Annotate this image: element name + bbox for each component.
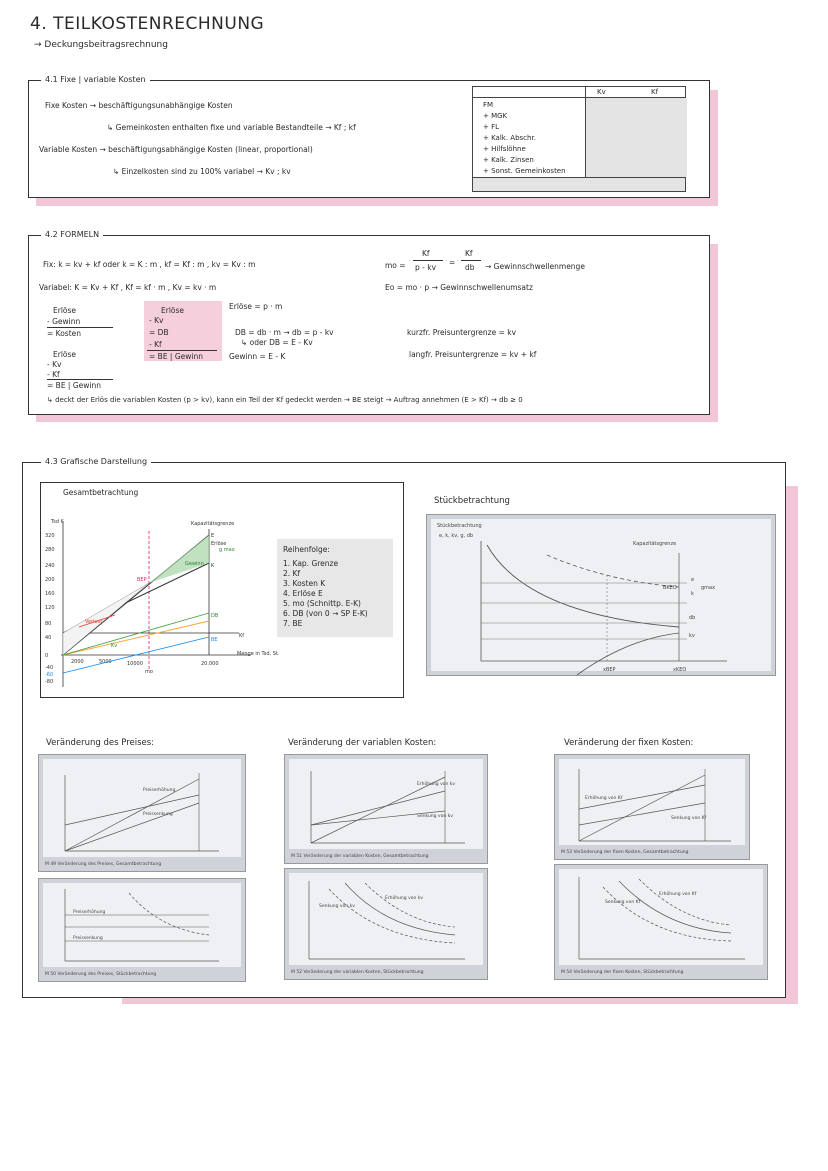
profit-area	[149, 535, 209, 583]
fixed-unit-svg	[555, 865, 769, 981]
fixed-total-photo	[554, 754, 750, 860]
gewinn-formula: Gewinn = E - K	[229, 352, 286, 361]
x-tick: 2000	[71, 659, 84, 665]
label-kv-up: Erhöhung von kv	[417, 782, 456, 787]
calc-col2: - Kf	[47, 370, 60, 379]
variable-cost-change-heading: Veränderung der variablen Kosten:	[288, 738, 437, 748]
table-header-kf: Kf	[651, 88, 659, 96]
section1-label: 4.1 Fixe | variable Kosten	[41, 75, 150, 84]
x-tick: 10000	[127, 661, 143, 667]
eo-formula: Eo = mo · p → Gewinnschwellenumsatz	[385, 283, 533, 292]
k-curve	[487, 545, 679, 627]
x-tick: 5000	[99, 659, 112, 665]
y-tick: 160	[45, 591, 55, 597]
calc-col3: Erlöse	[161, 306, 185, 315]
table-row: + Hilfslöhne	[483, 145, 526, 153]
calc-col1: = Kosten	[47, 329, 82, 338]
x-axis-label: Menge in Tsd. St.	[237, 651, 280, 657]
calc-col2: Erlöse	[53, 350, 77, 359]
label-xbep: xBEP	[603, 667, 616, 673]
mo-suffix: → Gewinnschwellenmenge	[485, 262, 585, 271]
order-item: 6. DB (von 0 → SP E-K)	[283, 609, 368, 618]
order-item: 3. Kosten K	[283, 579, 326, 588]
price-total-photo	[38, 754, 246, 872]
section2-box	[28, 230, 710, 415]
table-row: + Sonst. Gemeinkosten	[483, 167, 566, 175]
page-subtitle: → Deckungsbeitragsrechnung	[34, 40, 168, 50]
table-header-kv: Kv	[597, 88, 606, 96]
order-item: 2. Kf	[283, 569, 301, 578]
section1-line: ↳ Gemeinkosten enthalten fixe und variable Bestandteile → Kf ; kf	[107, 123, 356, 132]
formula-fix: Fix: k = kv + kf oder k = K : m , kf = Kf : m , kv = Kv : m	[43, 260, 256, 269]
calc-col1: Erlöse	[53, 306, 77, 315]
erloese-formula: Erlöse = p · m	[229, 302, 283, 311]
fixed-total-svg	[555, 755, 751, 861]
label-kv-down: Senkung von kv	[417, 814, 453, 819]
calc-rule	[47, 327, 113, 328]
mo-label: mo =	[385, 261, 406, 270]
mo-numerator-2: Kf	[465, 249, 473, 258]
mo-denominator: p - kv	[415, 263, 437, 272]
price-change-heading: Veränderung des Preises:	[46, 738, 155, 748]
db-alternative: ↳ oder DB = E - Kv	[241, 338, 313, 347]
calc-col3: - Kf	[149, 340, 162, 349]
calc-rule	[147, 350, 217, 351]
capacity-label: Kapazitätsgrenze	[633, 541, 677, 547]
photo-caption: M 49 Veränderung des Preises, Gesamtbetrachtung	[45, 862, 162, 867]
label-kf-down: Senkung von Kf	[671, 816, 707, 821]
price-unit-photo	[38, 878, 246, 982]
section2-note: ↳ deckt der Erlös die variablen Kosten (p > kv), kann ein Teil der Kf gedeckt werden → BE steigt → Auftrag annehmen (E > Kf) → db ≥ 0	[47, 396, 523, 404]
label-price-down: Preissenkung	[73, 936, 103, 941]
photo-caption: M 51 Veränderung der variablen Kosten, Gesamtbetrachtung	[291, 854, 429, 859]
variable-total-photo	[284, 754, 488, 864]
label-kv-down: Senkung von kv	[319, 904, 355, 909]
order-item: 4. Erlöse E	[283, 589, 323, 598]
y-tick: -80	[45, 679, 54, 685]
fixed-cost-change-heading: Veränderung der fixen Kosten:	[564, 738, 694, 748]
variable-unit-svg	[285, 869, 489, 981]
loss-area	[63, 583, 149, 655]
y-tick: 40	[45, 635, 52, 641]
total-view-heading: Gesamtbetrachtung	[63, 488, 139, 497]
label-kv-up: Erhöhung von kv	[385, 896, 424, 901]
label-kf: Kf	[239, 633, 245, 639]
section1-line: Fixe Kosten → beschäftigungsunabhängige Kosten	[45, 101, 233, 110]
label-verlust: Verlust	[85, 619, 103, 625]
inner-title: Stückbetrachtung	[437, 523, 482, 529]
order-item: 7. BE	[283, 619, 303, 628]
photo-caption: M 53 Veränderung der fixen Kosten, Gesamtbetrachtung	[561, 850, 689, 855]
section1-line: Variable Kosten → beschäftigungsabhängige Kosten (linear, proportional)	[39, 145, 313, 154]
label-mo: mo	[145, 669, 153, 675]
table-row: + Kalk. Abschr.	[483, 134, 536, 142]
y-axis-label: Tsd €	[51, 519, 64, 525]
label-db: db	[689, 615, 696, 621]
variable-unit-photo	[284, 868, 488, 980]
label-kf-down: Senkung von Kf	[605, 900, 641, 905]
fraction-bar	[413, 260, 443, 261]
table-row: + Kalk. Zinsen	[483, 156, 534, 164]
photo-caption: M 52 Veränderung der variablen Kosten, Stückbetrachtung	[291, 970, 424, 975]
x-tick: 20.000	[201, 661, 219, 667]
short-term-price-floor: kurzfr. Preisuntergrenze = kv	[407, 328, 517, 337]
label-price-down: Preissenkung	[143, 812, 173, 817]
label-bkeo: BKEO	[663, 585, 677, 591]
axis-label: e, k, kv, g, db	[439, 533, 474, 539]
label-gewinn: Gewinn	[185, 561, 204, 567]
section2-label: 4.2 FORMELN	[41, 230, 103, 239]
cost-types-table	[472, 86, 686, 192]
calc-col3: = BE | Gewinn	[149, 352, 203, 361]
section3-label: 4.3 Grafische Darstellung	[41, 457, 151, 466]
y-tick: 80	[45, 621, 52, 627]
price-unit-svg	[39, 879, 247, 983]
table-header	[473, 87, 685, 98]
page-title: 4. TEILKOSTENRECHNUNG	[30, 14, 265, 34]
fraction-bar	[461, 260, 481, 261]
label-kf-up: Erhöhung von Kf	[659, 892, 697, 897]
y-tick: -60	[45, 672, 54, 678]
kf-curve	[547, 555, 679, 587]
y-tick: 120	[45, 605, 55, 611]
capacity-label: Kapazitätsgrenze	[191, 521, 235, 527]
label-bep: BEP	[137, 577, 147, 583]
label-kv: Kv	[111, 643, 118, 649]
y-tick: 280	[45, 547, 55, 553]
label-erloese: Erlöse	[211, 541, 227, 547]
calc-col2: = BE | Gewinn	[47, 381, 101, 390]
y-tick: 240	[45, 563, 55, 569]
label-e: E	[211, 533, 215, 539]
calc-col2: - Kv	[47, 360, 62, 369]
mo-denominator-2: db	[465, 263, 475, 272]
unit-view-heading: Stückbetrachtung	[434, 496, 510, 506]
order-item: 5. mo (Schnittp. E-K)	[283, 599, 361, 608]
label-xkeo: xKEO	[673, 667, 687, 673]
order-panel	[277, 539, 393, 637]
table-row: + FL	[483, 123, 500, 131]
order-title: Reihenfolge:	[283, 545, 330, 554]
long-term-price-floor: langfr. Preisuntergrenze = kv + kf	[409, 350, 537, 359]
label-k: k	[691, 591, 694, 597]
label-price-up: Preiserhöhung	[73, 910, 106, 915]
table-bottom-band	[473, 177, 685, 191]
fixed-unit-photo	[554, 864, 768, 980]
db-formula: DB = db · m → db = p - kv	[235, 328, 334, 337]
label-be: BE	[211, 637, 218, 643]
photo-caption: M 54 Veränderung der fixen Kosten, Stückbetrachtung	[561, 970, 684, 975]
formula-variable: Variabel: K = Kv + Kf , Kf = kf · m , Kv = kv · m	[39, 283, 217, 292]
label-e: e	[691, 577, 695, 583]
price-total-svg	[39, 755, 247, 873]
mo-equals: =	[449, 258, 456, 267]
table-row: FM	[483, 101, 494, 109]
section1-line: ↳ Einzelkosten sind zu 100% variabel → Kv ; kv	[113, 167, 291, 176]
label-gmax: gmax	[701, 585, 716, 591]
calc-col3: = DB	[149, 328, 169, 337]
calc-col3: - Kv	[149, 316, 164, 325]
label-kf-up: Erhöhung von Kf	[585, 796, 623, 801]
label-gmax: g max	[219, 547, 235, 553]
y-tick: 0	[45, 653, 49, 659]
mo-numerator: Kf	[422, 249, 430, 258]
label-k: K	[211, 563, 215, 569]
table-divider	[585, 87, 586, 177]
unit-view-photo	[426, 514, 776, 676]
y-tick: -40	[45, 665, 54, 671]
calc-rule	[47, 379, 113, 380]
table-shaded-column	[585, 98, 687, 177]
variable-total-svg	[285, 755, 489, 865]
photo-caption: M 50 Veränderung des Preises, Stückbetrachtung	[45, 972, 157, 977]
calc-col1: - Gewinn	[47, 317, 81, 326]
order-item: 1. Kap. Grenze	[283, 559, 339, 568]
label-db: DB	[211, 613, 219, 619]
total-view-chart	[40, 482, 404, 698]
label-price-up: Preiserhöhung	[143, 788, 176, 793]
y-tick: 200	[45, 577, 55, 583]
y-tick: 320	[45, 533, 55, 539]
unit-view-svg	[427, 515, 777, 677]
table-row: + MGK	[483, 112, 508, 120]
label-kv: kv	[689, 633, 695, 639]
